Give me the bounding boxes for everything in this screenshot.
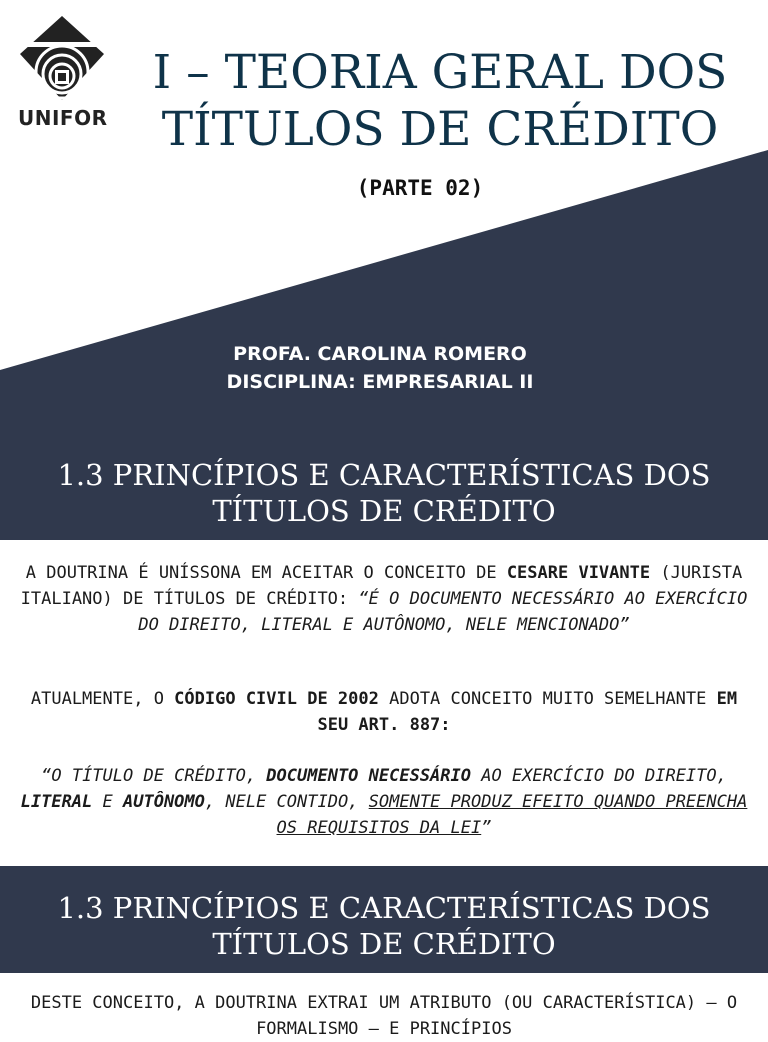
title-line-2: TÍTULOS DE CRÉDITO [161,102,719,157]
discipline-name: DISCIPLINA: EMPRESARIAL II [226,371,534,393]
emphasis-autonomo: AUTÔNOMO [123,792,205,812]
text: ADOTA CONCEITO MUITO SEMELHANTE [378,689,717,709]
emphasis-article: EM SEU ART. 887: [317,689,738,735]
underlined-clause: SOMENTE PRODUZ EFEITO QUANDO PREENCHA OS REQUISITOS DA LEI [276,792,748,838]
quote-vivante: “É O DOCUMENTO NECESSÁRIO AO EXERCÍCIO DO DIREITO, LITERAL E AUTÔNOMO, NELE MENCIONADO” [138,589,748,635]
section-heading-line-1: 1.3 PRINCÍPIOS E CARACTERÍSTICAS DOS [57,458,711,492]
professor-name: PROFA. CAROLINA ROMERO [233,343,527,365]
paragraph-vivante [20,560,748,638]
text: , NELE CONTIDO, [204,792,369,812]
emphasis-vivante: CESARE VIVANTE [506,563,651,583]
text: E [92,792,123,812]
text: “O TÍTULO DE CRÉDITO, [41,766,267,786]
paragraph-formalismo: DESTE CONCEITO, A DOUTRINA EXTRAI UM ATRIBUTO (OU CARACTERÍSTICA) – O FORMALISMO – E PRINCÍPIOS [30,993,738,1039]
text: (JURISTA ITALIANO) DE TÍTULOS DE CRÉDITO: [20,563,743,609]
section-heading [0,890,768,962]
unifor-logo [18,14,106,132]
author-block [0,340,760,396]
subtitle: (PARTE 02) [356,176,484,200]
emphasis-codigo-civil: CÓDIGO CIVIL DE 2002 [174,689,379,709]
section-heading-line-2: TÍTULOS DE CRÉDITO [212,927,556,961]
text: A DOUTRINA É UNÍSSONA EM ACEITAR O CONCEITO DE [25,563,507,583]
emphasis-documento: DOCUMENTO NECESSÁRIO [266,766,471,786]
section-heading [0,457,768,529]
logo-emblem-icon [18,14,106,106]
text: ATUALMENTE, O [30,689,175,709]
next-slide [0,866,768,1039]
section-heading-line-1: 1.3 PRINCÍPIOS E CARACTERÍSTICAS DOS [57,891,711,925]
content-slide [0,540,768,866]
quote-article-887 [20,763,748,841]
text: AO EXERCÍCIO DO DIREITO, [471,766,727,786]
logo-text: UNIFOR [18,106,108,130]
emphasis-literal: LITERAL [20,792,93,812]
paragraph-codigo-civil [20,686,748,738]
title-line-1: I – TEORIA GERAL DOS [152,45,728,100]
main-title [120,44,760,158]
section-heading-line-2: TÍTULOS DE CRÉDITO [212,494,556,528]
text: ” [481,818,492,838]
